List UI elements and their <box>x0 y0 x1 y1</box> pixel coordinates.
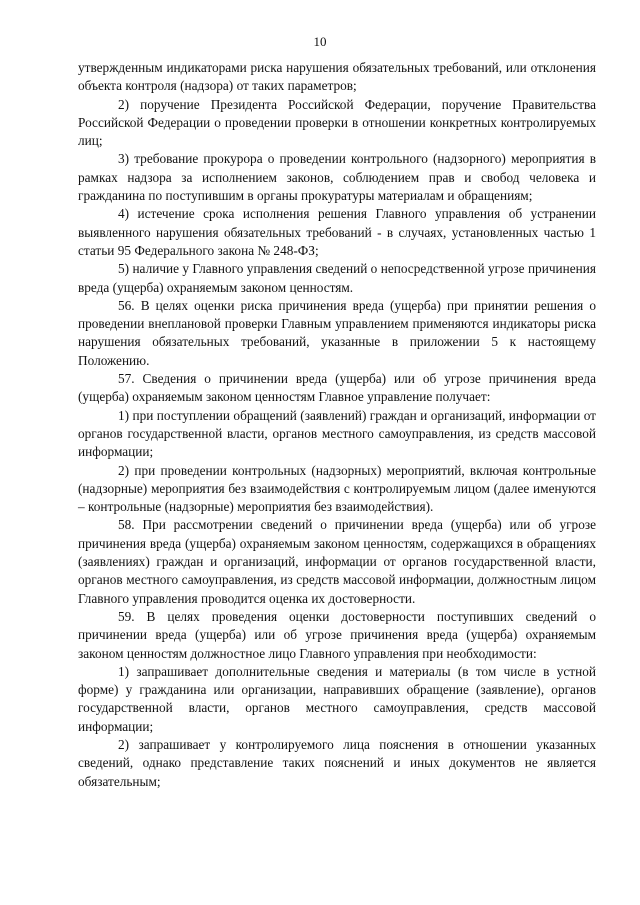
paragraph: 3) требование прокурора о проведении контрольного (надзорного) мероприятия в рамках надзора за исполнением законов, соблюдением прав и свобод человека и гражданина по поступившим в органы прокуратуры материалам и обращениям; <box>78 151 596 204</box>
paragraph: 1) запрашивает дополнительные сведения и материалы (в том числе в устной форме) у гражданина или организации, направивших обращение (заявление), органов государственной власти, органов местного самоуправления, средств массовой информации; <box>78 663 596 734</box>
paragraph: 2) запрашивает у контролируемого лица пояснения в отношении указанных сведений, однако представление таких пояснений и иных документов не является обязательным; <box>78 736 596 789</box>
page-number: 10 <box>313 34 327 49</box>
paragraph: 57. Сведения о причинении вреда (ущерба) или об угрозе причинения вреда (ущерба) охраняемым законом ценностям Главное управление получает: <box>78 371 596 405</box>
document-body <box>78 59 596 791</box>
paragraph: утвержденным индикаторами риска нарушения обязательных требований, или отклонения объекта контроля (надзора) от таких параметров; <box>78 60 596 94</box>
paragraph: 56. В целях оценки риска причинения вреда (ущерба) при принятии решения о проведении внеплановой проверки Главным управлением применяются индикаторы риска нарушения обязательных требований, указанные в приложении 5 к настоящему Положению. <box>78 297 596 368</box>
paragraph: 2) при проведении контрольных (надзорных) мероприятий, включая контрольные (надзорные) мероприятия без взаимодействия с контролируемым лицом (далее именуются – контрольные (надзорные) мероприятия без взаимодействия). <box>78 462 596 515</box>
paragraph: 58. При рассмотрении сведений о причинении вреда (ущерба) или об угрозе причинения вреда (ущерба) охраняемым законом ценностям, содержащихся в обращениях (заявлениях) граждан и организаций, информации от органов государственной власти, органов местного самоуправления, из средств массовой информации, должностным лицом Главного управления проводится оценка их достоверности. <box>78 517 596 606</box>
paragraph: 2) поручение Президента Российской Федерации, поручение Правительства Российской Федерации о проведении проверки в отношении конкретных контролируемых лиц; <box>78 96 596 149</box>
paragraph: 5) наличие у Главного управления сведений о непосредственной угрозе причинения вреда (ущерба) охраняемым законом ценностям. <box>78 261 596 295</box>
paragraph: 59. В целях проведения оценки достоверности поступивших сведений о причинении вреда (ущерба) или об угрозе причинения вреда (ущерба) охраняемым законом ценностям должностное лицо Главного управления при необходимости: <box>78 608 596 661</box>
paragraph: 1) при поступлении обращений (заявлений) граждан и организаций, информации от органов государственной власти, органов местного самоуправления, из средств массовой информации; <box>78 407 596 460</box>
paragraph: 4) истечение срока исполнения решения Главного управления об устранении выявленного нарушения обязательных требований - в случаях, установленных частью 1 статьи 95 Федерального закона № 248-ФЗ; <box>78 206 596 258</box>
